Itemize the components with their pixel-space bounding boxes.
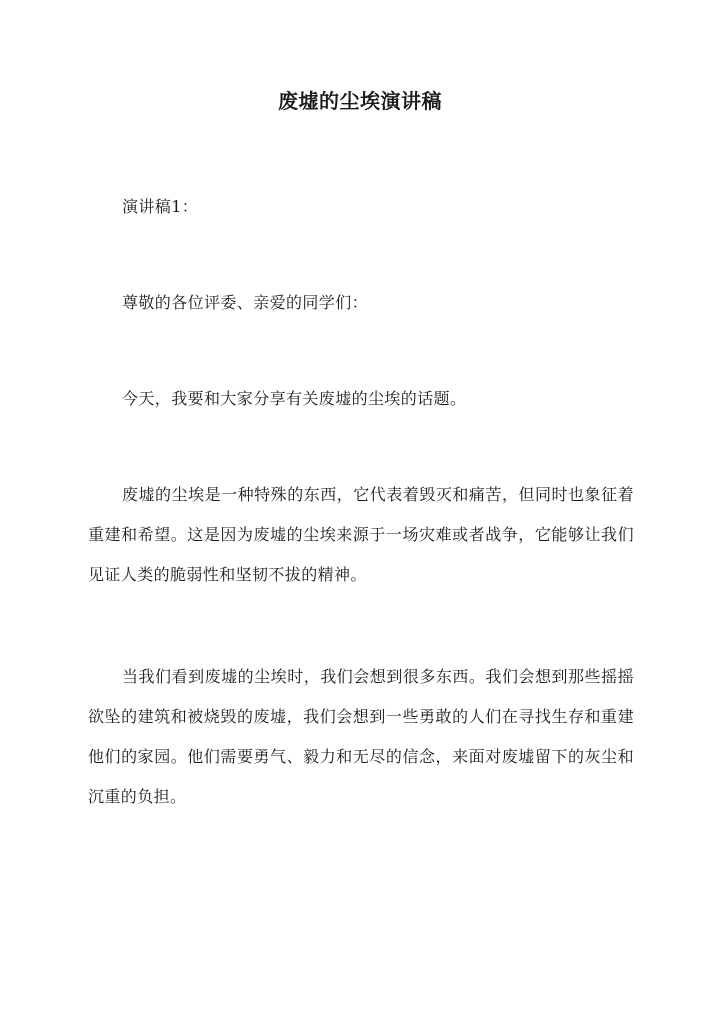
document-title: 废墟的尘埃演讲稿 xyxy=(278,89,442,113)
salutation: 尊敬的各位评委、亲爱的同学们： xyxy=(122,293,369,312)
intro-paragraph: 今天，我要和大家分享有关废墟的尘埃的话题。 xyxy=(122,389,467,408)
speech-label: 演讲稿1： xyxy=(122,197,199,216)
body-paragraph: 废墟的尘埃是一种特殊的东西，它代表着毁灭和痛苦，但同时也象征着重建和希望。这是因为废墟的尘埃来源于一场灾难或者战争，它能够让我们见证人类的脆弱性和坚韧不拔的精神。 xyxy=(88,485,634,584)
body-paragraph: 当我们看到废墟的尘埃时，我们会想到很多东西。我们会想到那些摇摇欲坠的建筑和被烧毁的废墟，我们会想到一些勇敢的人们在寻找生存和重建他们的家园。他们需要勇气、毅力和无尽的信念，来面对废墟留下的灰尘和沉重的负担。 xyxy=(88,667,634,806)
